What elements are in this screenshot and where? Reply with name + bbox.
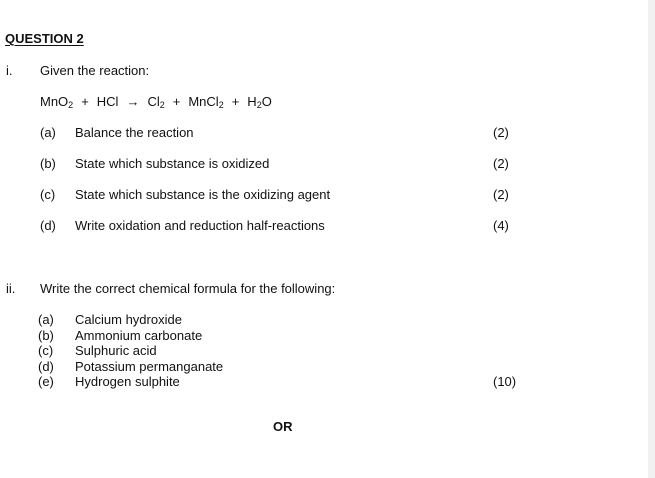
formula-list xyxy=(38,312,223,390)
item-letter: (a) xyxy=(40,125,56,140)
reactant-mno2: MnO$_2$ xyxy=(40,94,74,110)
item-text: State which substance is oxidized xyxy=(75,156,270,171)
list-item xyxy=(38,359,223,375)
item-letter: (e) xyxy=(38,374,54,389)
item-letter: (c) xyxy=(40,187,56,202)
item-letter: (d) xyxy=(38,358,54,374)
or-label: OR xyxy=(273,419,293,434)
item-text: Calcium hydroxide xyxy=(75,312,182,327)
item-marks: (2) xyxy=(493,156,509,171)
item-text: Ammonium carbonate xyxy=(75,327,203,343)
part-ii-marks: (10) xyxy=(493,374,517,389)
list-item xyxy=(38,312,223,328)
page-edge xyxy=(648,0,655,478)
reactant-hcl: HCl xyxy=(96,94,119,109)
item-letter: (c) xyxy=(38,343,54,358)
reaction-equation xyxy=(40,94,272,110)
list-item xyxy=(38,328,223,344)
item-text: Sulphuric acid xyxy=(75,343,157,358)
item-text: Write oxidation and reduction half-reactions xyxy=(75,218,325,233)
item-text: Hydrogen sulphite xyxy=(75,374,180,389)
part-i-numeral: i. xyxy=(6,63,13,78)
item-letter: (a) xyxy=(38,312,54,327)
item-text: Potassium permanganate xyxy=(75,358,224,374)
list-item xyxy=(38,343,223,359)
item-letter: (b) xyxy=(38,327,54,343)
item-text: State which substance is the oxidizing agent xyxy=(75,187,331,202)
product-mncl2: MnCl$_2$ xyxy=(188,94,224,110)
item-letter: (d) xyxy=(40,218,56,233)
list-item xyxy=(38,374,223,390)
part-i-intro: Given the reaction: xyxy=(40,63,150,78)
part-ii-numeral: ii. xyxy=(6,281,16,296)
question-title: QUESTION 2 xyxy=(5,31,84,46)
item-marks: (2) xyxy=(493,187,509,202)
product-cl2: $Cl_2$ xyxy=(147,94,165,110)
reaction-arrow: → xyxy=(126,94,140,109)
plus-sign: + xyxy=(81,94,89,109)
item-marks: (4) xyxy=(493,218,509,233)
item-text: Balance the reaction xyxy=(75,125,194,140)
plus-sign: + xyxy=(231,94,240,109)
item-letter: (b) xyxy=(40,156,56,171)
plus-sign: + xyxy=(172,94,181,109)
part-ii-intro: Write the correct chemical formula for the following: xyxy=(40,281,336,296)
item-marks: (2) xyxy=(493,125,509,140)
product-h2o: $H_2O$ xyxy=(247,94,272,110)
